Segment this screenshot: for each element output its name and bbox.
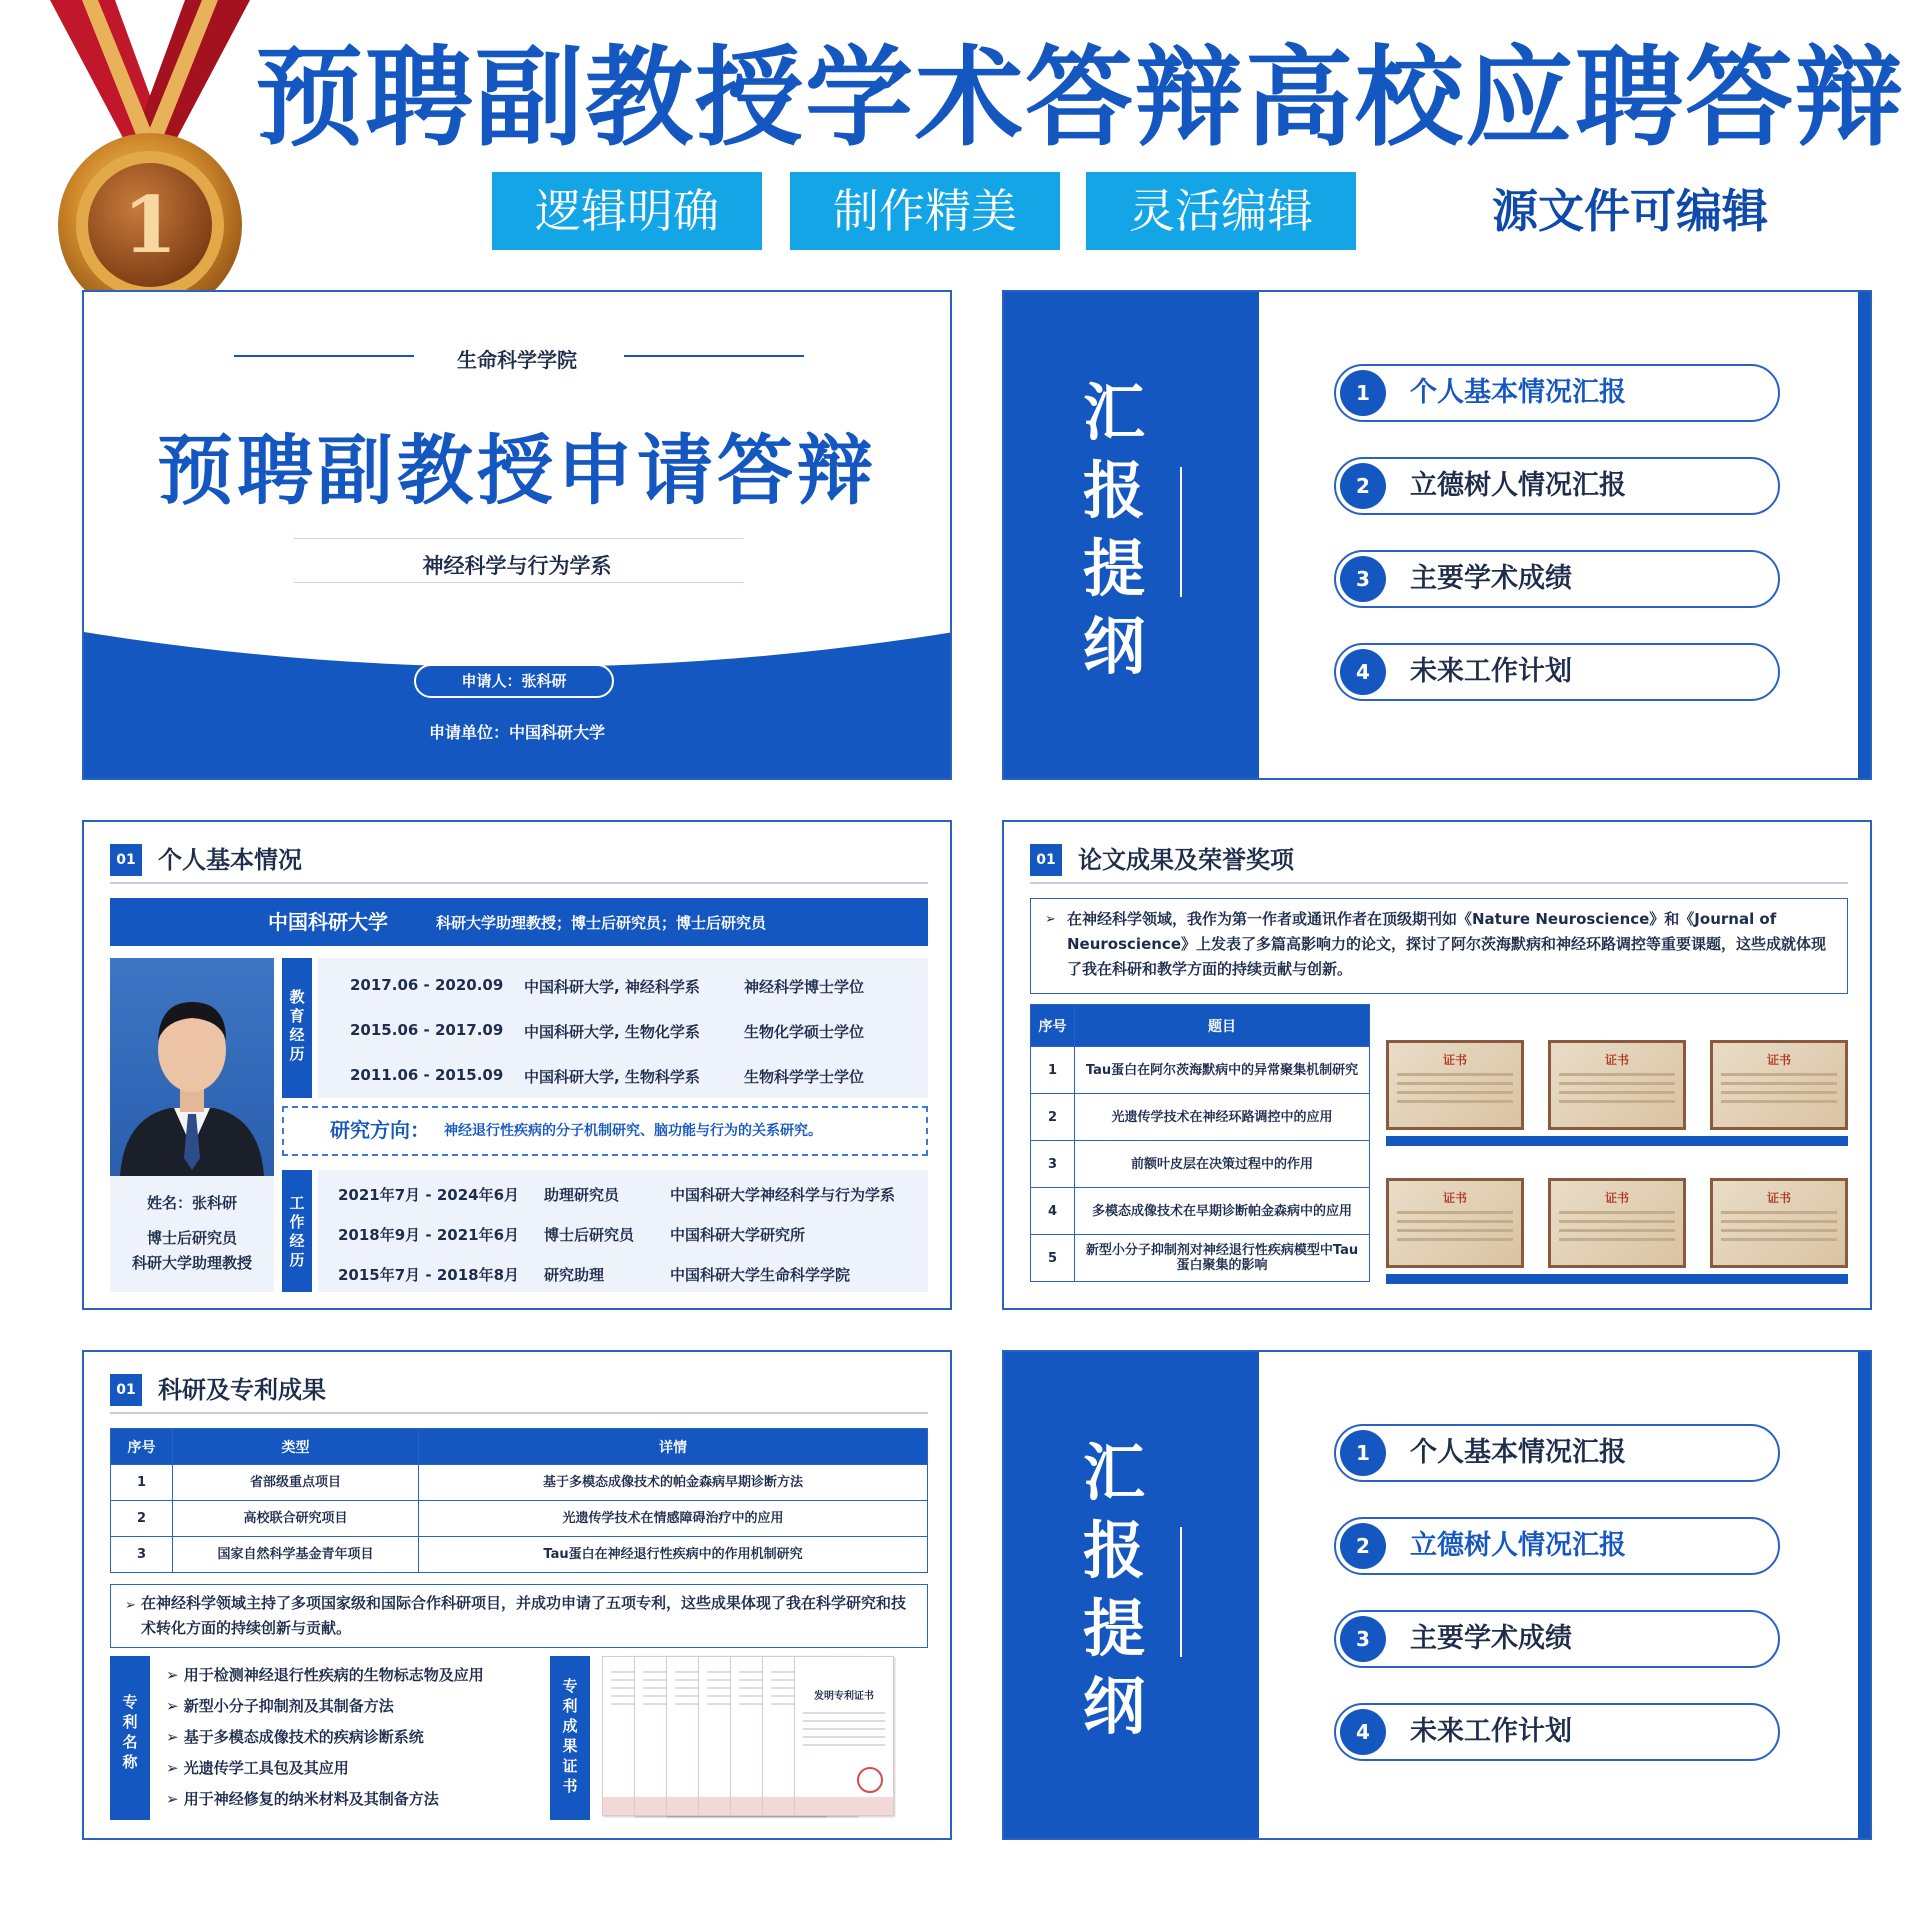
cell-no: 1 <box>111 1465 173 1501</box>
work-role: 研究助理 <box>544 1266 605 1284</box>
toc-item-4[interactable] <box>1334 643 1780 701</box>
toc-item-2[interactable] <box>1334 1517 1780 1575</box>
slide-profile[interactable] <box>82 820 952 1310</box>
honor-certificate: 证书 <box>1710 1040 1848 1130</box>
edu-school: 中国科研大学, 生物化学系 <box>524 1023 700 1041</box>
slide-toc-1[interactable] <box>1002 290 1872 780</box>
school-name: 生命科学学院 <box>457 348 577 372</box>
gold-medal-icon <box>20 0 280 320</box>
toc-title: 汇 报 提 纲 <box>1082 1436 1145 1743</box>
cell-detail: 光遗传学技术在情感障碍治疗中的应用 <box>419 1501 928 1537</box>
divider <box>294 538 744 539</box>
work-period: 2018年9月 - 2021年6月 <box>338 1226 520 1244</box>
section-title: 个人基本情况 <box>158 846 302 874</box>
slide-patents[interactable] <box>82 1350 952 1840</box>
list-item: ➢ 用于检测神经退行性疾病的生物标志物及应用 <box>166 1666 484 1684</box>
org-bar <box>110 898 928 946</box>
cell-title: 新型小分子抑制剂对神经退行性疾病模型中Tau蛋白聚集的影响 <box>1075 1235 1370 1282</box>
slide-cover[interactable] <box>82 290 952 780</box>
cell-no: 1 <box>1031 1047 1075 1094</box>
bullet-arrow-icon: ➢ <box>1045 912 1056 927</box>
col-header: 类型 <box>173 1429 419 1465</box>
slide-papers[interactable] <box>1002 820 1872 1310</box>
projects-table <box>110 1428 928 1573</box>
divider <box>294 582 744 583</box>
honor-certificate: 证书 <box>1548 1178 1686 1268</box>
toc-num: 2 <box>1340 463 1386 509</box>
table-row[interactable] <box>1031 1188 1370 1235</box>
org-name: 中国科研大学 <box>268 910 388 934</box>
toc-num: 3 <box>1340 556 1386 602</box>
patent-certificate-front <box>794 1656 894 1816</box>
edu-school: 中国科研大学, 生物科学系 <box>524 1068 700 1086</box>
toc-item-1[interactable] <box>1334 364 1780 422</box>
toc-item-3[interactable] <box>1334 1610 1780 1668</box>
honor-certificate: 证书 <box>1710 1178 1848 1268</box>
profile-photo <box>110 958 274 1176</box>
papers-summary-text: 在神经科学领域，我作为第一作者或通讯作者在顶级期刊如《Nature Neuroscience》和《Journal of Neuroscience》上发表了多篇高影响力的论文，探讨了阿尔茨海默病和神经环路调控等重要课题，这些成就体现了我在科研和教学方面的持续贡献与创新。 <box>1067 910 1826 978</box>
section-rule <box>110 882 928 884</box>
work-period: 2021年7月 - 2024年6月 <box>338 1186 520 1204</box>
cell-detail: 基于多模态成像技术的帕金森病早期诊断方法 <box>419 1465 928 1501</box>
profile-pos2: 科研大学助理教授 <box>131 1254 252 1272</box>
toc-label: 未来工作计划 <box>1410 656 1572 687</box>
col-header: 详情 <box>419 1429 928 1465</box>
toc-num: 4 <box>1340 1709 1386 1755</box>
department: 神经科学与行为学系 <box>422 554 612 578</box>
cell-type: 国家自然科学基金青年项目 <box>173 1537 419 1573</box>
toc-label: 个人基本情况汇报 <box>1410 377 1626 408</box>
table-row[interactable] <box>111 1501 928 1537</box>
applicant-pill: 申请人：张科研 <box>414 664 614 698</box>
cell-no: 2 <box>1031 1094 1075 1141</box>
work-role: 博士后研究员 <box>544 1226 635 1244</box>
page-title: 预聘副教授学术答辩高校应聘答辩 <box>255 35 1906 161</box>
cell-title: 前额叶皮层在决策过程中的作用 <box>1075 1141 1370 1188</box>
patents-summary <box>110 1584 928 1648</box>
cell-detail: Tau蛋白在神经退行性疾病中的作用机制研究 <box>419 1537 928 1573</box>
seal-icon <box>857 1767 883 1793</box>
toc-num: 1 <box>1340 370 1386 416</box>
section-title: 科研及专利成果 <box>158 1376 326 1404</box>
certificate-strip <box>1386 1274 1848 1284</box>
papers-table <box>1030 1004 1370 1282</box>
col-header: 序号 <box>1031 1005 1075 1047</box>
list-item: ➢ 光遗传学工具包及其应用 <box>166 1759 349 1777</box>
toc-edge-bar <box>1858 1352 1870 1838</box>
edu-period: 2017.06 - 2020.09 <box>350 976 504 994</box>
toc-label: 立德树人情况汇报 <box>1410 1530 1626 1561</box>
work-org: 中国科研大学研究所 <box>670 1226 806 1244</box>
work-label: 工 作 经 历 <box>282 1170 312 1292</box>
work-role: 助理研究员 <box>544 1186 620 1204</box>
edu-degree: 生物科学学士学位 <box>744 1068 865 1086</box>
toc-label: 主要学术成绩 <box>1410 1623 1572 1654</box>
research-direction <box>282 1106 928 1156</box>
toc-divider <box>1180 467 1182 597</box>
patents-summary-text: 在神经科学领域主持了多项国家级和国际合作科研项目，并成功申请了五项专利，这些成果体现了我在科学研究和技术转化方面的持续创新与贡献。 <box>141 1594 907 1637</box>
table-row[interactable] <box>111 1537 928 1573</box>
edu-period: 2011.06 - 2015.09 <box>350 1066 504 1084</box>
work-org: 中国科研大学神经科学与行为学系 <box>670 1186 896 1204</box>
patent-certificate-heading: 发明专利证书 <box>814 1691 874 1702</box>
tag-editable: 灵活编辑 <box>1086 172 1356 250</box>
toc-edge-bar <box>1858 292 1870 778</box>
honor-certificate: 证书 <box>1386 1178 1524 1268</box>
section-badge: 01 <box>1030 844 1062 876</box>
research-text: 神经退行性疾病的分子机制研究、脑功能与行为的关系研究。 <box>444 1123 822 1139</box>
toc-num: 2 <box>1340 1523 1386 1569</box>
cell-no: 2 <box>111 1501 173 1537</box>
cover-title: 预聘副教授申请答辩 <box>157 426 877 515</box>
toc-label: 个人基本情况汇报 <box>1410 1437 1626 1468</box>
col-header: 题目 <box>1075 1005 1370 1047</box>
honor-certificate: 证书 <box>1548 1040 1686 1130</box>
toc-label: 立德树人情况汇报 <box>1410 470 1626 501</box>
toc-num: 4 <box>1340 649 1386 695</box>
table-row[interactable] <box>1031 1141 1370 1188</box>
toc-item-2[interactable] <box>1334 457 1780 515</box>
papers-summary <box>1030 898 1848 994</box>
cell-type: 省部级重点项目 <box>173 1465 419 1501</box>
certificate-strip <box>1386 1136 1848 1146</box>
toc-item-1[interactable] <box>1334 1424 1780 1482</box>
applicant-unit: 申请单位：中国科研大学 <box>428 723 605 742</box>
section-title: 论文成果及荣誉奖项 <box>1078 846 1294 874</box>
tag-design: 制作精美 <box>790 172 1060 250</box>
toc-item-4[interactable] <box>1334 1703 1780 1761</box>
table-row[interactable] <box>1031 1235 1370 1282</box>
table-row[interactable] <box>1031 1094 1370 1141</box>
research-label: 研究方向： <box>330 1118 430 1142</box>
cell-no: 5 <box>1031 1235 1075 1282</box>
table-row[interactable] <box>1031 1047 1370 1094</box>
cell-no: 3 <box>111 1537 173 1573</box>
toc-sidebar <box>1004 1352 1259 1838</box>
tag-source-editable: 源文件可编辑 <box>1492 184 1768 238</box>
work-period: 2015年7月 - 2018年8月 <box>338 1266 520 1284</box>
profile-info <box>110 1176 274 1292</box>
edu-school: 中国科研大学, 神经科学系 <box>524 978 700 996</box>
toc-label: 主要学术成绩 <box>1410 563 1572 594</box>
org-roles: 科研大学助理教授；博士后研究员；博士后研究员 <box>436 914 767 932</box>
section-rule <box>1030 882 1848 884</box>
tag-logic: 逻辑明确 <box>492 172 762 250</box>
toc-label: 未来工作计划 <box>1410 1716 1572 1747</box>
profile-name: 姓名：张科研 <box>146 1194 237 1212</box>
edu-period: 2015.06 - 2017.09 <box>350 1021 504 1039</box>
toc-num: 1 <box>1340 1430 1386 1476</box>
section-rule <box>110 1412 928 1414</box>
work-org: 中国科研大学生命科学学院 <box>670 1266 851 1284</box>
profile-pos1: 博士后研究员 <box>146 1229 237 1247</box>
toc-num: 3 <box>1340 1616 1386 1662</box>
cover-wave <box>84 632 952 780</box>
medal-number: 1 <box>122 180 178 271</box>
cell-no: 4 <box>1031 1188 1075 1235</box>
table-row[interactable] <box>111 1465 928 1501</box>
education-label: 教 育 经 历 <box>282 958 312 1098</box>
section-badge: 01 <box>110 1374 142 1406</box>
edu-degree: 生物化学硕士学位 <box>744 1023 865 1041</box>
edu-degree: 神经科学博士学位 <box>744 978 865 996</box>
toc-item-3[interactable] <box>1334 550 1780 608</box>
honor-certificate: 证书 <box>1386 1040 1524 1130</box>
bullet-arrow-icon: ➢ <box>125 1598 136 1613</box>
section-badge: 01 <box>110 844 142 876</box>
col-header: 序号 <box>111 1429 173 1465</box>
toc-divider <box>1180 1527 1182 1657</box>
cell-title: Tau蛋白在阿尔茨海默病中的异常聚集机制研究 <box>1075 1047 1370 1094</box>
list-item: ➢ 基于多模态成像技术的疾病诊断系统 <box>166 1728 424 1746</box>
list-item: ➢ 用于神经修复的纳米材料及其制备方法 <box>166 1790 439 1808</box>
cell-title: 光遗传学技术在神经环路调控中的应用 <box>1075 1094 1370 1141</box>
patent-certs-label: 专 利 成 果 证 书 <box>550 1656 590 1820</box>
toc-sidebar <box>1004 292 1259 778</box>
patent-list <box>166 1660 486 1815</box>
cell-type: 高校联合研究项目 <box>173 1501 419 1537</box>
toc-title: 汇 报 提 纲 <box>1082 376 1145 683</box>
slide-toc-2[interactable] <box>1002 1350 1872 1840</box>
cell-title: 多模态成像技术在早期诊断帕金森病中的应用 <box>1075 1188 1370 1235</box>
list-item: ➢ 新型小分子抑制剂及其制备方法 <box>166 1697 394 1715</box>
patent-names-label: 专 利 名 称 <box>110 1656 150 1820</box>
cell-no: 3 <box>1031 1141 1075 1188</box>
